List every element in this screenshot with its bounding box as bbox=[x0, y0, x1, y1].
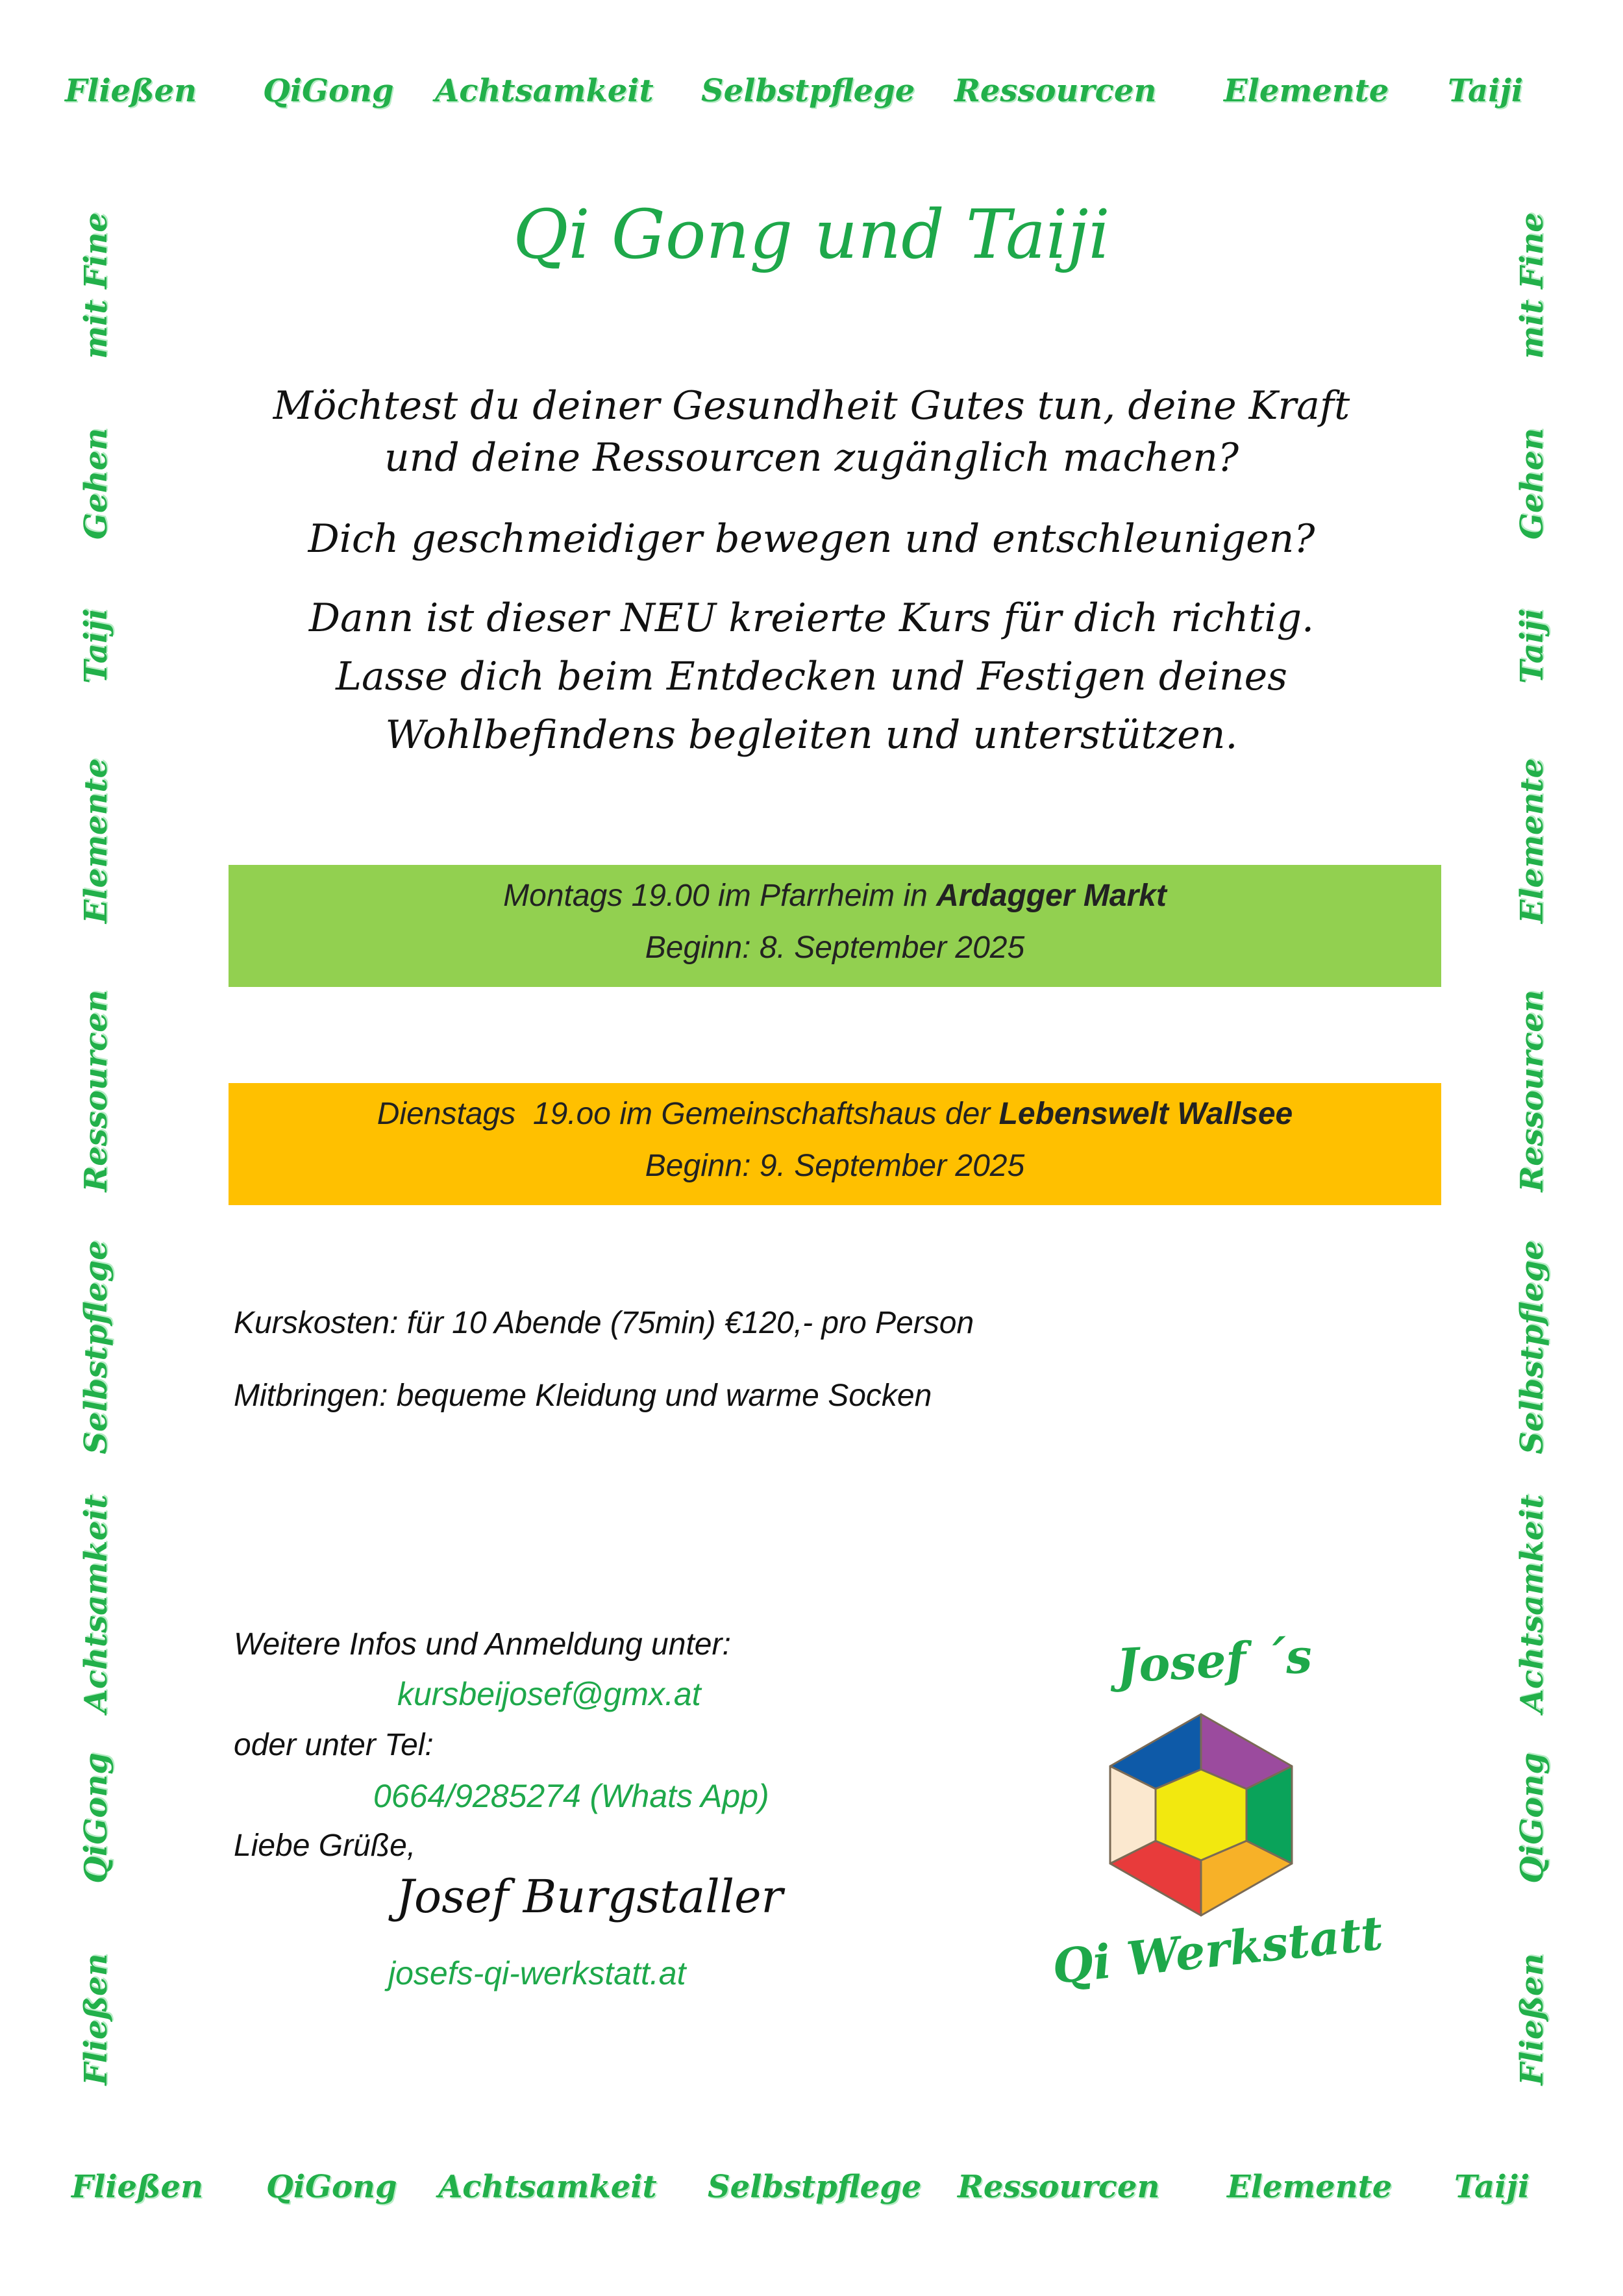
signature-name: Josef Burgstaller bbox=[396, 1870, 783, 1923]
logo-title-top: Josef ´s bbox=[1115, 1628, 1314, 1693]
border-word: Achtsamkeit bbox=[438, 2169, 657, 2205]
course-box-wallsee bbox=[229, 1083, 1441, 1205]
border-word: Fließen bbox=[78, 1953, 114, 2086]
course-start: Beginn: 9. September 2025 bbox=[645, 1149, 1025, 1183]
border-word: Fließen bbox=[1514, 1953, 1550, 2086]
border-word: QiGong bbox=[78, 1753, 114, 1884]
course-time-line bbox=[229, 870, 1441, 922]
intro-line: Möchtest du deiner Gesundheit Gutes tun, deine Kraft bbox=[273, 383, 1350, 429]
border-word: Ressourcen bbox=[1514, 990, 1550, 1192]
border-word: Elemente bbox=[1227, 2169, 1393, 2205]
border-word: Taiji bbox=[1514, 608, 1550, 684]
contact-intro: Weitere Infos und Anmeldung unter: bbox=[234, 1627, 731, 1662]
intro-line: und deine Ressourcen zugänglich machen? bbox=[384, 435, 1239, 480]
course-box-ardagger bbox=[229, 865, 1441, 987]
website-link[interactable]: josefs-qi-werkstatt.at bbox=[388, 1955, 686, 1991]
logo-segment bbox=[1156, 1769, 1246, 1860]
course-time: Montags 19.00 im Pfarrheim in bbox=[503, 879, 937, 913]
course-start: Beginn: 8. September 2025 bbox=[645, 930, 1025, 965]
border-word: QiGong bbox=[263, 73, 394, 109]
border-word: QiGong bbox=[1514, 1753, 1550, 1884]
logo-title-bottom: Qi Werkstatt bbox=[1049, 1904, 1385, 1995]
intro-line: Dich geschmeidiger bewegen und entschleunigen? bbox=[308, 516, 1315, 562]
border-word: Elemente bbox=[1224, 73, 1389, 109]
tel-label: oder unter Tel: bbox=[234, 1728, 434, 1762]
hexagon-logo-icon bbox=[1097, 1708, 1305, 1922]
intro-line: Dann ist dieser NEU kreierte Kurs für dich richtig. bbox=[308, 595, 1315, 641]
course-time: Dienstags 19.oo im Gemeinschaftshaus der bbox=[377, 1097, 999, 1131]
border-word: Elemente bbox=[78, 758, 114, 924]
border-word: mit Fine bbox=[1514, 212, 1550, 359]
border-word: Achtsamkeit bbox=[435, 73, 654, 109]
border-word: Taiji bbox=[78, 608, 114, 684]
phone-link[interactable]: 0664/9285274 (Whats App) bbox=[373, 1778, 769, 1814]
border-word: Achtsamkeit bbox=[78, 1494, 114, 1714]
course-location: Lebenswelt Wallsee bbox=[998, 1097, 1293, 1131]
border-word: Selbstpflege bbox=[1514, 1240, 1550, 1454]
border-word: mit Fine bbox=[78, 212, 114, 359]
greeting: Liebe Grüße, bbox=[234, 1828, 416, 1863]
border-word: Selbstpflege bbox=[708, 2169, 922, 2205]
email-link[interactable]: kursbeijosef@gmx.at bbox=[397, 1676, 701, 1712]
intro-line: Lasse dich beim Entdecken und Festigen deines bbox=[336, 654, 1287, 699]
border-word: Elemente bbox=[1514, 758, 1550, 924]
course-location: Ardagger Markt bbox=[936, 879, 1167, 913]
border-word: Fließen bbox=[65, 73, 197, 109]
border-word: Achtsamkeit bbox=[1514, 1494, 1550, 1714]
border-word: Ressourcen bbox=[954, 73, 1157, 109]
course-costs: Kurskosten: für 10 Abende (75min) €120,- pro Person bbox=[234, 1306, 974, 1340]
border-word: Ressourcen bbox=[958, 2169, 1160, 2205]
border-word: Gehen bbox=[78, 428, 114, 540]
border-word: QiGong bbox=[266, 2169, 397, 2205]
border-word: Selbstpflege bbox=[78, 1240, 114, 1454]
border-word: Taiji bbox=[1454, 2169, 1530, 2205]
intro-line: Wohlbefindens begleiten und unterstützen. bbox=[385, 712, 1238, 758]
border-word: Gehen bbox=[1514, 428, 1550, 540]
border-word: Ressourcen bbox=[78, 990, 114, 1192]
border-word: Taiji bbox=[1448, 73, 1524, 109]
page-title: Qi Gong und Taiji bbox=[513, 195, 1110, 274]
course-time-line bbox=[229, 1088, 1441, 1140]
border-word: Fließen bbox=[71, 2169, 203, 2205]
border-word: Selbstpflege bbox=[701, 73, 915, 109]
bring-along: Mitbringen: bequeme Kleidung und warme Socken bbox=[234, 1379, 932, 1413]
